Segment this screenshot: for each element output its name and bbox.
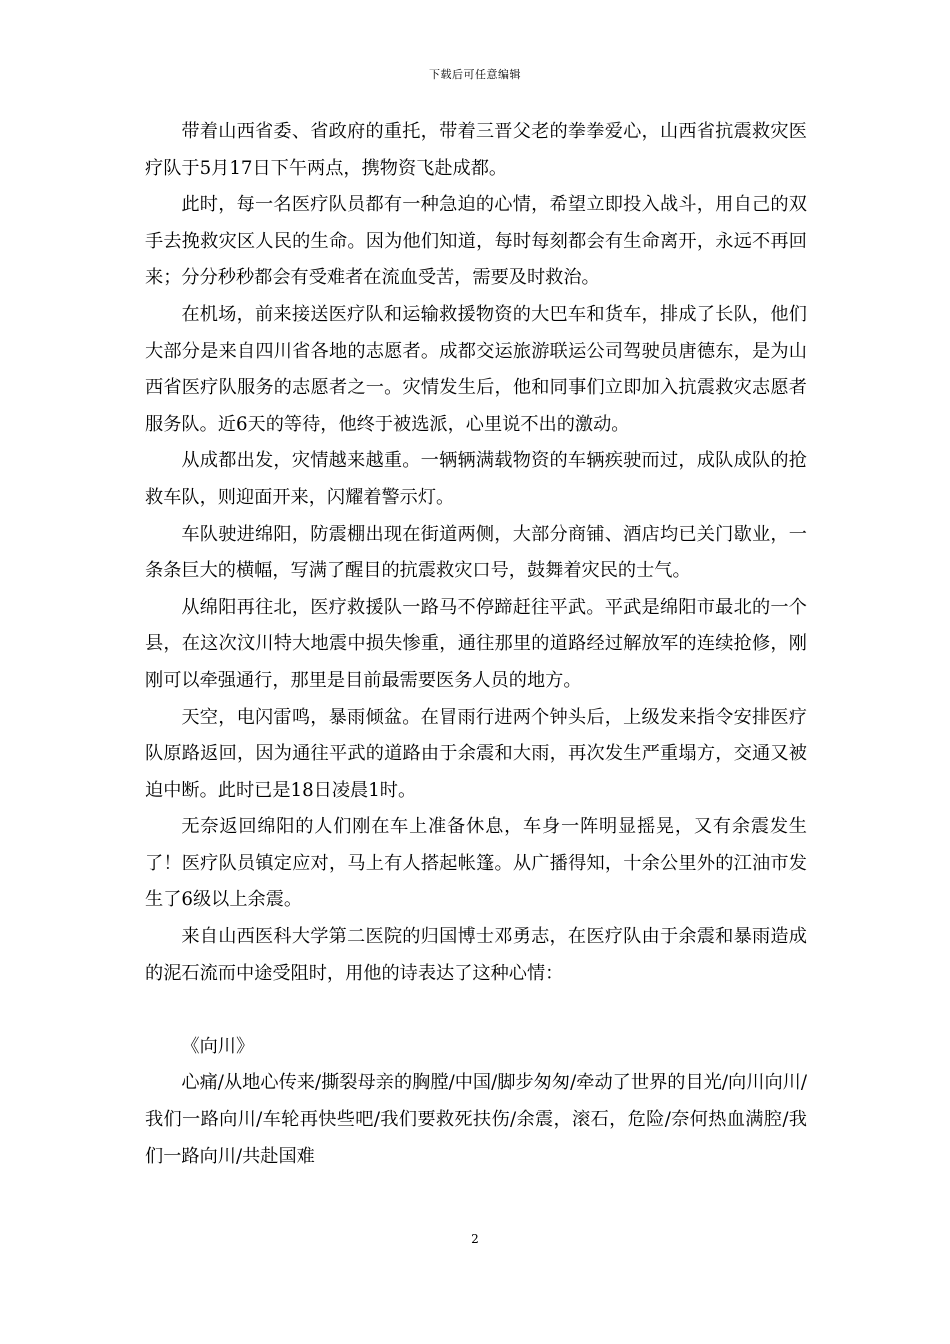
- paragraph: 车队驶进绵阳，防震棚出现在街道两侧，大部分商铺、酒店均已关门歇业，一条条巨大的横幅，写满了醒目的抗震救灾口号，鼓舞着灾民的士气。: [145, 523, 807, 582]
- paragraph: 在机场，前来接送医疗队和运输救援物资的大巴车和货车，排成了长队，他们大部分是来自四川省各地的志愿者。成都交运旅游联运公司驾驶员唐德东，是为山西省医疗队服务的志愿者之一。灾情发生后，他和同事们立即加入抗震救灾志愿者服务队。近6天的等待，他终于被选派，心里说不出的激动。: [145, 303, 807, 435]
- poem-body: 心痛/从地心传来/撕裂母亲的胸膛/中国/脚步匆匆/牵动了世界的目光/向川向川/我们一路向川/车轮再快些吧/我们要救死扶伤/余震，滚石，危险/奈何热血满腔/我们一路向川/共赴国难: [145, 1072, 807, 1167]
- paragraph: 此时，每一名医疗队员都有一种急迫的心情，希望立即投入战斗，用自己的双手去挽救灾区人民的生命。因为他们知道，每时每刻都会有生命离开，永远不再回来；分分秒秒都会有受难者在流血受苦，需要及时救治。: [145, 194, 807, 289]
- document-body: [145, 114, 807, 1175]
- paragraph: 带着山西省委、省政府的重托，带着三晋父老的拳拳爱心，山西省抗震救灾医疗队于5月17日下午两点，携物资飞赴成都。: [145, 121, 807, 179]
- paragraph: 天空，电闪雷鸣，暴雨倾盆。在冒雨行进两个钟头后，上级发来指令安排医疗队原路返回，因为通往平武的道路由于余震和大雨，再次发生严重塌方，交通又被迫中断。此时已是18日凌晨1时。: [145, 706, 807, 801]
- paragraph: 从绵阳再往北，医疗救援队一路马不停蹄赶往平武。平武是绵阳市最北的一个县，在这次汶川特大地震中损失惨重，通往那里的道路经过解放军的连续抢修，刚刚可以牵强通行，那里是目前最需要医务人员的地方。: [145, 596, 807, 691]
- paragraph: 从成都出发，灾情越来越重。一辆辆满载物资的车辆疾驶而过，成队成队的抢救车队，则迎面开来，闪耀着警示灯。: [145, 450, 807, 508]
- page-number: 2: [471, 1232, 479, 1246]
- paragraph: 来自山西医科大学第二医院的归国博士邓勇志，在医疗队由于余震和暴雨造成的泥石流而中途受阻时，用他的诗表达了这种心情：: [145, 926, 807, 984]
- page-header: 下载后可任意编辑: [429, 68, 521, 81]
- poem-title: 《向川》: [181, 1035, 255, 1057]
- paragraph: 无奈返回绵阳的人们刚在车上准备休息，车身一阵明显摇晃，又有余震发生了！医疗队员镇定应对，马上有人搭起帐篷。从广播得知，十余公里外的江油市发生了6级以上余震。: [145, 816, 807, 911]
